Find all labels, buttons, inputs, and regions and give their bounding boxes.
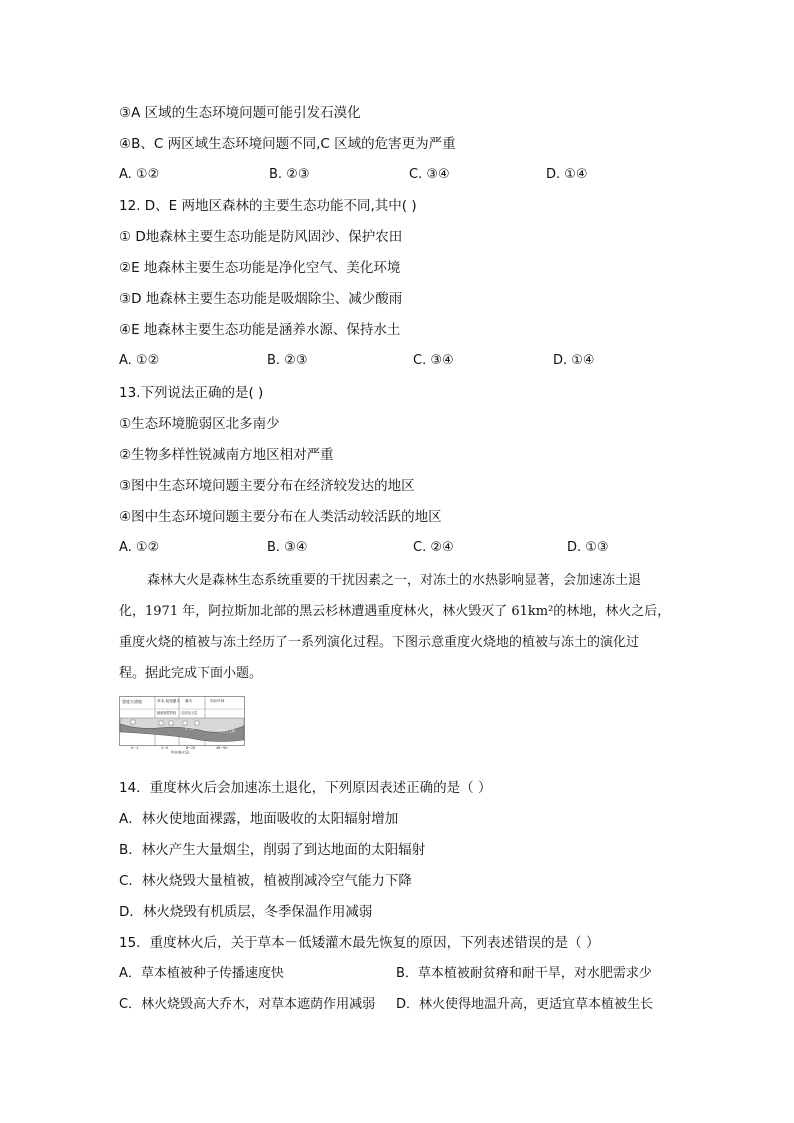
figure-label: 永冻土 (159, 737, 169, 741)
q12-answer-row (119, 352, 679, 370)
answer-c[interactable]: C. ③④ (409, 167, 450, 182)
q15-option-b[interactable]: B．草本植被耐贫瘠和耐干旱，对水肥需求少 (396, 966, 652, 981)
q13-stem: 13.下列说法正确的是( ) (119, 385, 264, 401)
q15-option-d[interactable]: D．林火使得地温升高，更适宜草本植被生长 (396, 997, 654, 1012)
q14-option-a[interactable]: A．林火使地面裸露，地面吸收的太阳辐射增加 (119, 811, 399, 827)
q15-row-1 (119, 965, 679, 983)
q12-option-4: ④E 地森林主要生态功能是涵养水源、保持水土 (119, 322, 401, 338)
q15-option-c[interactable]: C．林火烧毁高大乔木，对草本遮荫作用减弱 (119, 997, 376, 1012)
stage-label: 草本-低矮灌木 (157, 699, 180, 703)
q15-stem: 15．重度林火后，关于草本－低矮灌木最先恢复的原因，下列表述错误的是（ ） (119, 935, 600, 951)
q12-option-1: ① D地森林主要生态功能是防风固沙、保护农田 (119, 229, 403, 245)
figure-label: 冻土层 (185, 726, 195, 730)
x-tick: 0~1 (131, 746, 139, 750)
q14-stem: 14．重度林火后会加速冻土退化，下列原因表述正确的是（ ） (119, 780, 492, 796)
answer-b[interactable]: B. ②③ (269, 167, 310, 182)
answer-d[interactable]: D. ①③ (567, 540, 609, 555)
passage-line: 森林大火是森林生态系统重要的干扰因素之一，对冻土的水热影响显著，会加速冻土退 (147, 573, 642, 588)
q11-answer-row (119, 166, 679, 184)
q12-option-2: ②E 地森林主要生态功能是净化空气、美化环境 (119, 260, 401, 276)
answer-a[interactable]: A. ①② (119, 540, 160, 555)
q11-option-4: ④B、C 两区域生态环境问题不同,C 区域的危害更为严重 (119, 136, 456, 152)
q12-stem: 12. D、E 两地区森林的主要生态功能不同,其中( ) (119, 198, 417, 214)
permafrost-evolution-figure (119, 696, 245, 754)
answer-b[interactable]: B. ②③ (267, 353, 308, 368)
passage-line: 化，1971 年，阿拉斯加北部的黑云杉林遭遇重度林火，林火毁灭了 61km²的林地，林火之后， (119, 604, 671, 619)
q14-option-c[interactable]: C．林火烧毁大量植被，植被削减冷空气能力下降 (119, 873, 412, 889)
answer-b[interactable]: B. ③④ (267, 540, 308, 555)
q13-answer-row (119, 539, 679, 557)
q11-option-3: ③A 区域的生态环境问题可能引发石漠化 (119, 105, 361, 121)
q14-option-d[interactable]: D．林火烧毁有机质层，冬季保温作用减弱 (119, 904, 373, 920)
q13-option-3: ③图中生态环境问题主要分布在经济较发达的地区 (119, 478, 415, 494)
q13-option-2: ②生物多样性锐减南方地区相对严重 (119, 447, 334, 463)
q15-row-2 (119, 996, 679, 1014)
passage-line: 重度火烧的植被与冻土经历了一系列演化过程。下图示意重度火烧地的植被与冻土的演化过 (119, 635, 640, 650)
stage-label: 灌木 (185, 699, 193, 703)
answer-a[interactable]: A. ①② (119, 353, 160, 368)
figure-label: 植被演替阶段 (157, 711, 177, 715)
q15-option-a[interactable]: A．草本植被种子传播速度快 (119, 966, 284, 981)
q13-option-4: ④图中生态环境问题主要分布在人类活动较活跃的地区 (119, 509, 442, 525)
answer-d[interactable]: D. ①④ (553, 353, 595, 368)
stage-label: 重度火烧地 (122, 699, 142, 704)
x-tick: 2~5 (161, 746, 169, 750)
answer-d[interactable]: D. ①④ (546, 167, 588, 182)
answer-c[interactable]: C. ②④ (413, 540, 454, 555)
q13-option-1: ①生态环境脆弱区北多南少 (119, 416, 280, 432)
stage-label: 幼针叶林 (210, 699, 225, 703)
reading-passage (119, 565, 679, 689)
figure-label: 多年冻土上限 (217, 729, 236, 733)
answer-c[interactable]: C. ③④ (413, 353, 454, 368)
x-axis-label: 年份(林火后) (171, 750, 190, 754)
passage-line: 程。据此完成下面小题。 (119, 666, 263, 681)
q12-option-3: ③D 地森林主要生态功能是吸烟除尘、减少酸雨 (119, 291, 403, 307)
x-tick: 26~50 (216, 746, 228, 750)
x-tick: 6~25 (186, 746, 196, 750)
q14-option-b[interactable]: B．林火产生大量烟尘，削弱了到达地面的太阳辐射 (119, 842, 426, 858)
answer-a[interactable]: A. ①② (119, 167, 160, 182)
figure-label: 岛状冻土层 (181, 711, 197, 715)
